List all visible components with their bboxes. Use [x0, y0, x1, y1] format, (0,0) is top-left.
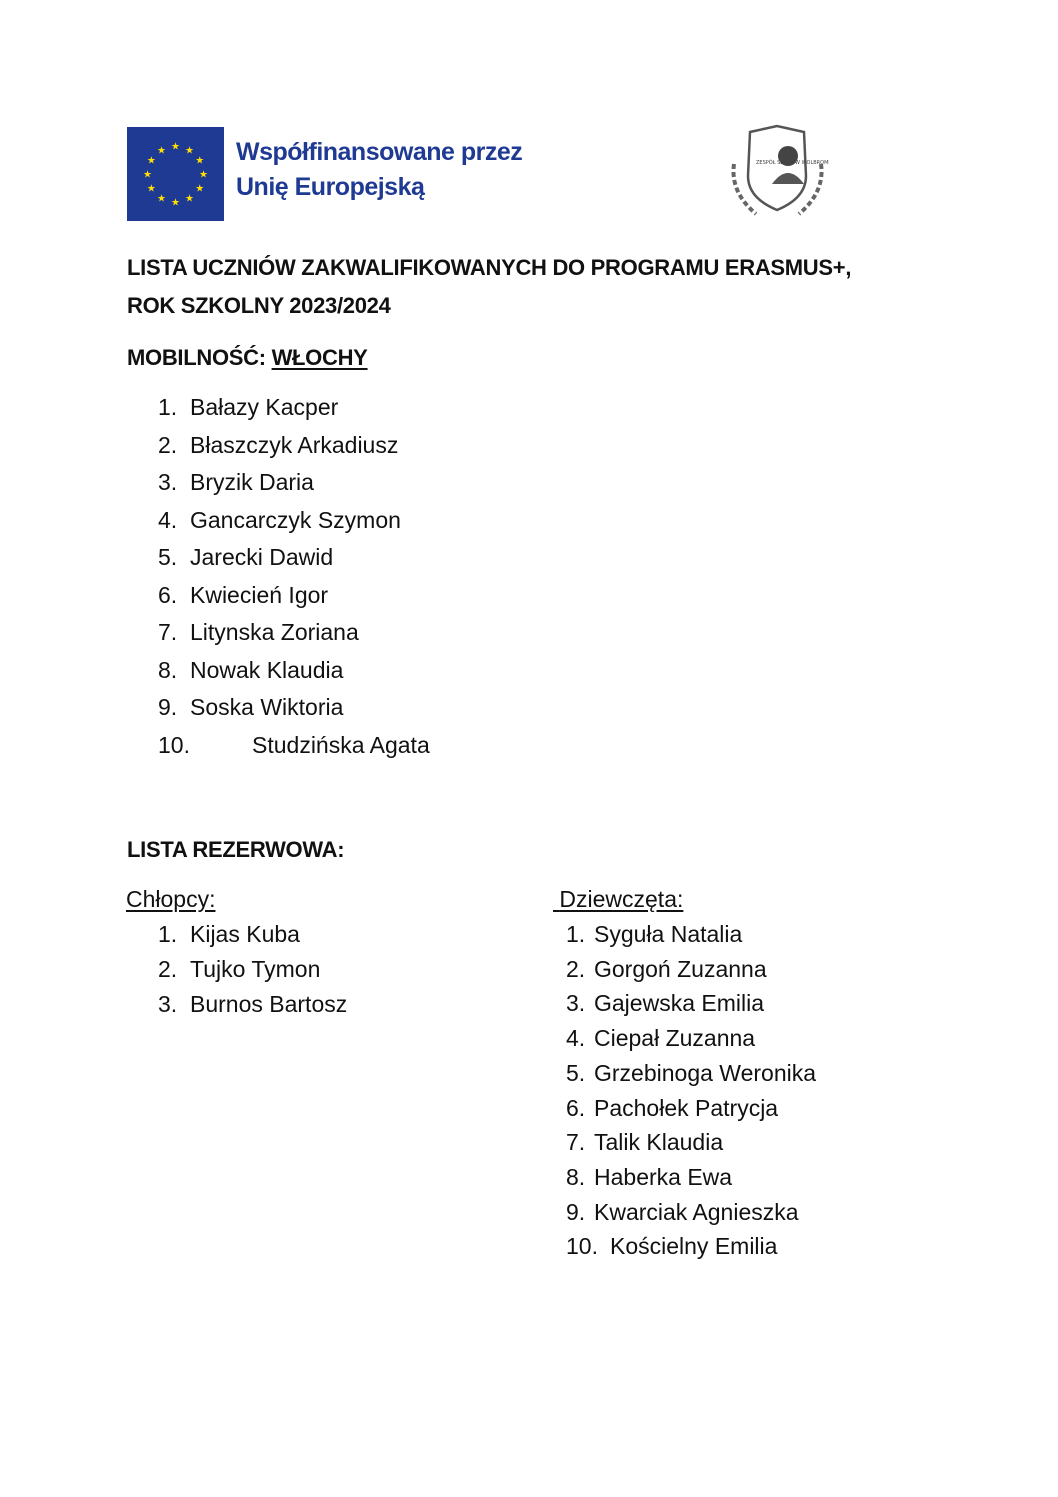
- list-number: 8.: [566, 1163, 586, 1190]
- list-item-name: Burnos Bartosz: [190, 991, 348, 1017]
- eu-cofunding-text: [236, 135, 522, 205]
- list-number: 6.: [566, 1094, 586, 1121]
- list-number: 4.: [158, 506, 178, 533]
- list-item-name: Grzebinoga Weronika: [594, 1059, 817, 1086]
- eu-star-icon: ★: [146, 183, 156, 195]
- eu-star-icon: ★: [171, 141, 180, 153]
- list-item-name: Litynska Zoriana: [190, 619, 359, 645]
- list-item-name: Kwarciak Agnieszka: [594, 1198, 799, 1225]
- eu-star-icon: ★: [143, 169, 152, 181]
- list-item-name: Haberka Ewa: [594, 1163, 733, 1190]
- list-item-name: Bałazy Kacper: [190, 394, 339, 420]
- eu-star-icon: ★: [171, 197, 180, 209]
- mobility-label: MOBILNOŚĆ:: [127, 345, 272, 370]
- boys-label: Chłopcy:: [126, 886, 216, 912]
- list-item-name: Błaszczyk Arkadiusz: [190, 431, 399, 458]
- list-number: 3.: [158, 469, 178, 495]
- eu-line2: Unię Europejską: [236, 173, 425, 201]
- list-item-name: Bryzik Daria: [190, 469, 314, 495]
- list-item-name: Pachołek Patrycja: [594, 1094, 779, 1121]
- list-number: 6.: [158, 581, 178, 608]
- mobility-country: WŁOCHY: [271, 345, 368, 370]
- list-item-name: Jarecki Dawid: [190, 544, 334, 570]
- list-number: 7.: [158, 619, 178, 645]
- eu-star-icon: ★: [185, 145, 194, 157]
- list-number: 9.: [158, 694, 178, 720]
- eu-star-icon: ★: [157, 145, 166, 157]
- mobility-heading: [127, 345, 368, 371]
- list-number: 10.: [566, 1233, 598, 1260]
- list-item-name: Ciepał Zuzanna: [594, 1025, 756, 1052]
- eu-star-icon: ★: [199, 169, 208, 181]
- reserve-list-title: LISTA REZERWOWA:: [127, 837, 345, 862]
- list-number: 9.: [566, 1198, 586, 1225]
- list-item-name: Kościelny Emilia: [610, 1233, 778, 1260]
- list-number: 3.: [566, 990, 586, 1017]
- eu-flag-logo: [127, 127, 224, 221]
- list-item-name: Talik Klaudia: [594, 1129, 724, 1156]
- list-number: 1.: [566, 921, 586, 947]
- list-item-name: Gorgoń Zuzanna: [594, 955, 767, 982]
- eu-star-icon: ★: [195, 155, 205, 167]
- list-item-name: Kijas Kuba: [190, 921, 300, 947]
- list-number: 5.: [566, 1059, 586, 1086]
- eu-star-icon: ★: [185, 193, 194, 205]
- list-item-name: Tujko Tymon: [190, 956, 321, 982]
- document-title-line1: LISTA UCZNIÓW ZAKWALIFIKOWANYCH DO PROGRAMU ERASMUS+,: [127, 255, 852, 280]
- list-number: 2.: [158, 956, 178, 982]
- list-item-name: Soska Wiktoria: [190, 694, 344, 720]
- list-number: 2.: [566, 955, 586, 982]
- seal-text: ZESPÓŁ SZKÓŁ W WOLBROMIU: [756, 160, 829, 166]
- list-number: 2.: [158, 431, 178, 458]
- list-number: 7.: [566, 1129, 586, 1156]
- eu-star-icon: ★: [195, 183, 205, 195]
- list-number: 3.: [158, 991, 178, 1017]
- girls-label: [553, 886, 683, 913]
- eu-star-icon: ★: [146, 155, 156, 167]
- girls-label-text: Dziewczęta:: [559, 886, 684, 912]
- list-item-name: Syguła Natalia: [594, 921, 743, 947]
- list-number: 4.: [566, 1025, 586, 1052]
- list-number: 1.: [158, 921, 178, 947]
- list-item-name: Gancarczyk Szymon: [190, 506, 401, 533]
- document-title-line2: ROK SZKOLNY 2023/2024: [127, 293, 391, 318]
- list-item-name: Kwiecień Igor: [190, 581, 329, 608]
- eu-star-icon: ★: [157, 193, 166, 205]
- school-seal-logo: [726, 124, 829, 224]
- list-item-name: Gajewska Emilia: [594, 990, 764, 1017]
- list-number: 10.: [158, 731, 190, 758]
- list-number: 8.: [158, 656, 178, 683]
- eu-line1: Współfinansowane przez: [236, 138, 523, 166]
- list-item-name: Studzińska Agata: [252, 731, 430, 758]
- list-number: 1.: [158, 394, 178, 420]
- list-number: 5.: [158, 544, 178, 570]
- list-item-name: Nowak Klaudia: [190, 656, 344, 683]
